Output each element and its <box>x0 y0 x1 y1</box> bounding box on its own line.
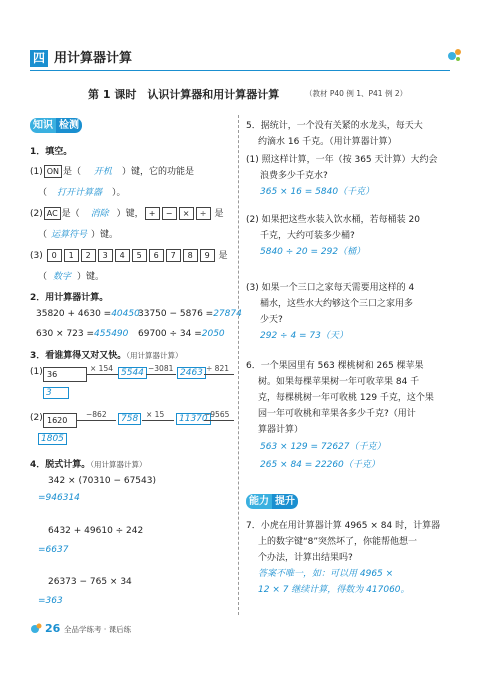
q1-heading: 1．填空。 <box>30 147 73 157</box>
q6-line2: 树。如果每棵苹果树一年可收苹果 84 千 <box>258 377 420 387</box>
q1-l3-mid: 是（ <box>61 209 80 219</box>
chain2-start: 1620 <box>43 413 77 428</box>
key-digit-4: 4 <box>115 249 130 262</box>
q1-l1-mid: 是（ <box>63 167 82 177</box>
key-digit-5: 5 <box>132 249 147 262</box>
q3-heading-row <box>30 348 183 361</box>
unit-number-badge: 四 <box>30 50 48 67</box>
q6-line3: 克，每棵桃树一年可收桃 129 千克，这个果 <box>258 393 434 403</box>
q1-l6-answer: 数字 <box>53 272 72 282</box>
q4-expr-1: 342 × (70310 − 67543) <box>48 476 156 486</box>
q1-l1-label: (1) <box>30 167 43 177</box>
q1-l5-label: (3) <box>30 251 43 261</box>
unit-rule <box>30 70 450 71</box>
q1-line6 <box>38 269 104 282</box>
q4-answer-3: =363 <box>38 596 63 606</box>
q1-l4-answer: 运算符号 <box>51 230 88 240</box>
q5-answer-2: 5840 ÷ 20 = 292（桶） <box>260 247 366 257</box>
q1-l1-post: ）键，它的功能是 <box>121 167 194 177</box>
chain2-result-2: 11370 <box>176 413 211 425</box>
chain1-arrow-1 <box>86 374 118 375</box>
chain2-arrow-3 <box>204 420 234 421</box>
q5-heading2: 约滴水 16 千克。（用计算器计算） <box>258 137 397 147</box>
q2-item-3 <box>36 329 128 339</box>
q5-answer-3: 292 ÷ 4 = 73（天） <box>260 331 348 341</box>
ability-badge <box>246 494 298 509</box>
q1-line5 <box>30 248 228 262</box>
q7-answer-line1: 答案不唯一，如：可以用 4965 × <box>258 569 394 579</box>
chain1-start: 36 <box>43 367 87 382</box>
q5-heading: 5．据统计，一个没有关紧的水龙头，每天大 <box>246 121 423 131</box>
q1-line2 <box>38 185 126 198</box>
q5-p3-line1: (3) 如果一个三口之家每天需要用这样的 4 <box>246 283 415 293</box>
q7-line1: 7．小虎在用计算器计算 4965 × 84 时，计算器 <box>246 521 441 531</box>
lesson-note: （教材 P40 例 1、P41 例 2） <box>305 89 408 98</box>
q2-expr: 69700 ÷ 34 = <box>138 329 202 339</box>
chain2-op-2: × 15 <box>146 410 165 419</box>
q7-line3: 个办法，计算出结果吗? <box>258 553 353 563</box>
q1-l2-answer: 打开计算器 <box>57 188 103 198</box>
q2-item-2 <box>138 309 242 319</box>
q2-answer: 27874 <box>213 309 242 319</box>
q5-p3-line2: 桶水，这些水大约够这个三口之家用多 <box>260 299 414 309</box>
q1-l2-pre: （ <box>38 188 48 198</box>
q5-p1-line1: (1) 照这样计算，一年（按 365 天计算）大约会 <box>246 155 438 165</box>
q2-expr: 35820 + 4630 = <box>36 309 112 319</box>
q2-answer: 40450 <box>111 309 140 319</box>
key-digit-6: 6 <box>149 249 164 262</box>
key-divide: ÷ <box>196 207 211 220</box>
q1-l3-end: 是 <box>214 209 224 219</box>
q3-note: （用计算器计算） <box>126 351 183 360</box>
key-digit-3: 3 <box>98 249 113 262</box>
q5-answer-1: 365 × 16 = 5840（千克） <box>260 187 375 197</box>
unit-title: 用计算器计算 <box>54 51 133 66</box>
q1-line4 <box>38 227 118 240</box>
q1-l5-post: 是 <box>218 251 228 261</box>
q6-line5: 算器计算） <box>258 425 304 435</box>
q2-expr: 33750 − 5876 = <box>138 309 214 319</box>
q4-expr-3: 26373 − 765 × 34 <box>48 577 132 587</box>
q4-heading-row <box>30 457 147 470</box>
q2-expr: 630 × 723 = <box>36 329 95 339</box>
q1-l3-post: ）键， <box>116 209 144 219</box>
chain2-arrow-2 <box>142 420 174 421</box>
q1-l6-pre: （ <box>38 272 48 282</box>
q2-answer: 2050 <box>201 329 225 339</box>
key-digit-8: 8 <box>183 249 198 262</box>
q6-answer-2: 265 × 84 = 22260（千克） <box>260 460 380 470</box>
q4-expr-2: 6432 + 49610 ÷ 242 <box>48 526 144 536</box>
q5-p1-line2: 浪费多少千克水? <box>260 171 328 181</box>
footer-book: 全品学练考 · 课后练 <box>64 625 132 634</box>
chain2-arrow-1 <box>76 420 116 421</box>
knowledge-badge-part1: 知识 <box>30 118 56 133</box>
lesson-title: 第 1 课时 认识计算器和用计算器计算 <box>88 88 280 101</box>
q1-line3 <box>30 206 223 220</box>
knowledge-badge-part2: 检测 <box>56 118 82 133</box>
q4-note: （用计算器计算） <box>90 460 147 469</box>
q6-answer-1: 563 × 129 = 72627（千克） <box>260 442 386 452</box>
footer-icon <box>30 622 42 634</box>
page-number: 26 <box>45 622 61 635</box>
q1-l3-answer: 消除 <box>90 209 109 219</box>
q4-answer-2: =6637 <box>38 545 69 555</box>
chain1-arrow-3 <box>204 374 234 375</box>
q1-line1 <box>30 164 194 178</box>
q5-p3-line3: 少天? <box>260 315 283 325</box>
key-times: × <box>179 207 194 220</box>
q4-heading: 4．脱式计算。 <box>30 460 91 470</box>
chain2-result-1: 758 <box>118 413 141 425</box>
q7-answer-line2: 12 × 7 继续计算，得数为 417060。 <box>258 585 410 595</box>
chain1-result-2: 2463 <box>177 367 206 379</box>
q2-answer: 455490 <box>94 329 129 339</box>
q5-p2-line2: 千克，大约可装多少桶? <box>260 231 355 241</box>
q1-l4-pre: （ <box>38 230 48 240</box>
chain1-op-2: −3081 <box>148 364 174 373</box>
q1-l6-post: ）键。 <box>77 272 105 282</box>
on-key: ON <box>44 165 62 178</box>
chain1-op-3: ÷ 821 <box>206 364 229 373</box>
key-digit-0: 0 <box>47 249 62 262</box>
q6-line1: 6．一个果园里有 563 棵桃树和 265 棵苹果 <box>246 361 424 371</box>
q1-l3-label: (2) <box>30 209 43 219</box>
chain1-arrow-2 <box>146 374 176 375</box>
chain2-op-3: −9565 <box>204 410 230 419</box>
ability-badge-part1: 能力 <box>246 494 272 509</box>
q2-item-4 <box>138 329 225 339</box>
column-divider <box>238 115 239 615</box>
decor-icon <box>446 46 462 62</box>
q1-l4-post: ）键。 <box>91 230 119 240</box>
q1-l2-post: ）。 <box>112 188 126 198</box>
chain1-result-3: 3 <box>43 387 69 399</box>
chain1-result-1: 5544 <box>118 367 147 379</box>
knowledge-badge <box>30 118 82 133</box>
chain1-label: (1) <box>30 367 43 377</box>
key-digit-1: 1 <box>64 249 79 262</box>
ability-badge-part2: 提升 <box>272 494 298 509</box>
key-plus: + <box>145 207 160 220</box>
key-digit-9: 9 <box>200 249 215 262</box>
q3-heading: 3．看谁算得又对又快。 <box>30 351 127 361</box>
q1-l1-answer: 开机 <box>93 167 112 177</box>
chain2-op-1: −862 <box>86 410 107 419</box>
key-digit-2: 2 <box>81 249 96 262</box>
q6-line4: 园一年可收桃和苹果各多少千克?（用计 <box>258 409 416 419</box>
chain2-result-3: 1805 <box>38 433 67 445</box>
chain2-label: (2) <box>30 413 43 423</box>
key-digit-7: 7 <box>166 249 181 262</box>
q7-line2: 上的数字键“8”突然坏了，你能帮他想一 <box>258 537 418 547</box>
q2-heading: 2．用计算器计算。 <box>30 293 109 303</box>
chain1-op-1: × 154 <box>90 364 113 373</box>
ac-key: AC <box>44 207 61 220</box>
q4-answer-1: =946314 <box>38 493 80 503</box>
q2-item-1 <box>36 309 140 319</box>
q5-p2-line1: (2) 如果把这些水装入饮水桶，若每桶装 20 <box>246 215 420 225</box>
key-minus: − <box>162 207 177 220</box>
